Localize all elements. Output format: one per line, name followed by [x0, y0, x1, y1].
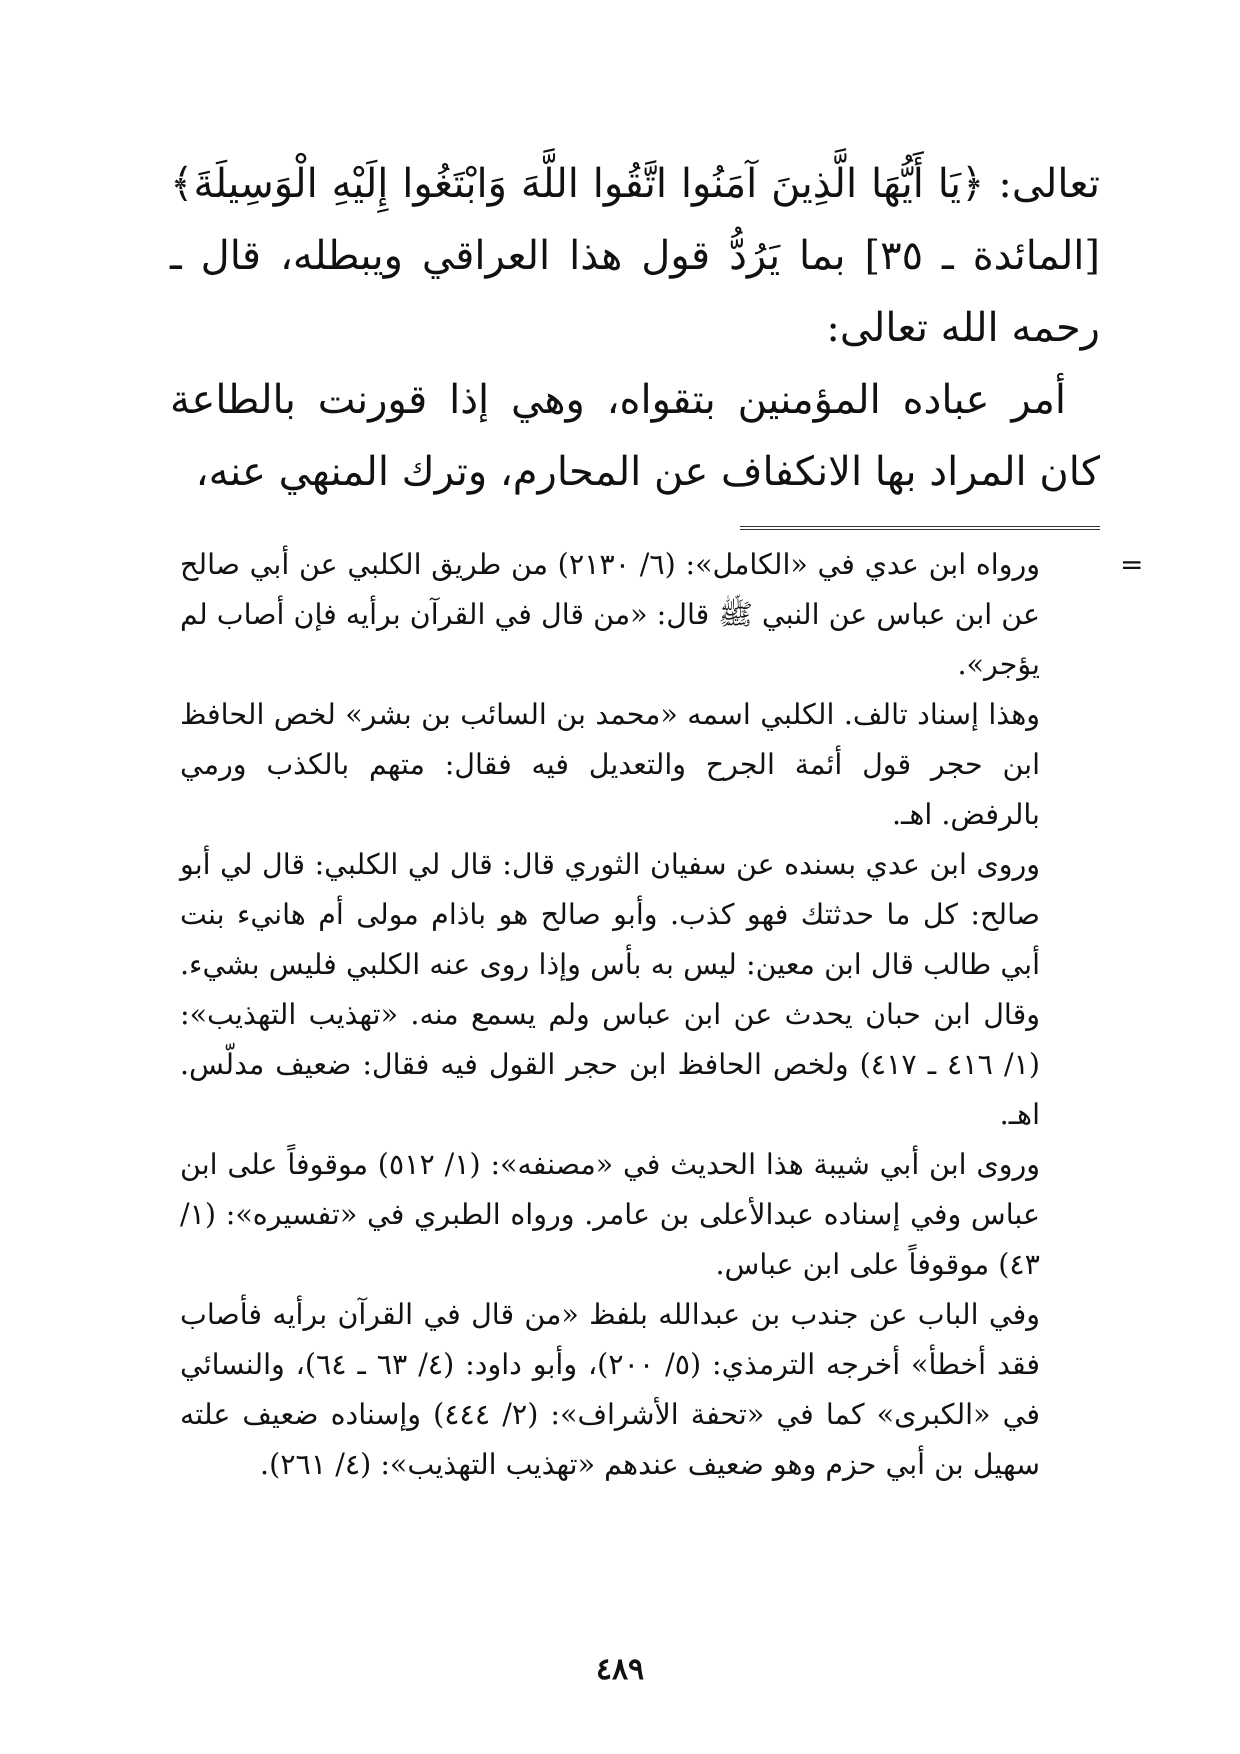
main-paragraph: أمر عباده المؤمنين بتقواه، وهي إذا قورنت بالطاعة كان المراد بها الانكفاف عن المحارم، وترك المنهي عنه، — [170, 377, 1100, 495]
footnote-paragraph: ورواه ابن عدي في «الكامل»: (٦/ ٢١٣٠) من طريق الكلبي عن أبي صالح عن ابن عباس عن النبي ﷺ قال: «من قال في القرآن برأيه فإن أصاب لم يؤجر». — [180, 548, 1040, 681]
page-number: ٤٨٩ — [595, 1652, 645, 1687]
main-text — [170, 148, 1100, 508]
footnote-paragraph: وروى ابن عدي بسنده عن سفيان الثوري قال: قال لي الكلبي: قال لي أبو صالح: كل ما حدثتك فهو كذب. وأبو صالح هو باذام مولى أم هانيء بنت أبي طالب قال ابن معين: ليس به بأس وإذا روى عنه الكلبي فليس بشيء. وقال ابن حبان يحدث عن ابن عباس ولم يسمع منه. «تهذيب التهذيب»: (١/ ٤١٦ ـ ٤١٧) ولخص الحافظ ابن حجر القول فيه فقال: ضعيف مدلّس. اهـ. — [180, 848, 1040, 1131]
main-paragraph: تعالى: ﴿يَا أَيُّهَا الَّذِينَ آمَنُوا اتَّقُوا اللَّهَ وَابْتَغُوا إِلَيْهِ الْوَسِيلَةَ﴾ [المائدة ـ ٣٥] بما يَرُدُّ قول هذا العراقي ويبطله، قال ـ رحمه الله تعالى: — [170, 161, 1100, 351]
footnote-paragraph: وروى ابن أبي شيبة هذا الحديث في «مصنفه»: (١/ ٥١٢) موقوفاً على ابن عباس وفي إسناده عبدالأعلى بن عامر. ورواه الطبري في «تفسيره»: (١/ ٤٣) موقوفاً على ابن عباس. — [180, 1148, 1040, 1281]
footnote-separator — [740, 526, 1100, 530]
footnotes — [180, 540, 1040, 1490]
footnote-paragraph: وفي الباب عن جندب بن عبدالله بلفظ «من قال في القرآن برأيه فأصاب فقد أخطأ» أخرجه الترمذي: (٥/ ٢٠٠)، وأبو داود: (٤/ ٦٣ ـ ٦٤)، والنسائي في «الكبرى» كما في «تحفة الأشراف»: (٢/ ٤٤٤) وإسناده ضعيف علته سهيل بن أبي حزم وهو ضعيف عندهم «تهذيب التهذيب»: (٤/ ٢٦١). — [180, 1298, 1040, 1481]
footnote-paragraph: وهذا إسناد تالف. الكلبي اسمه «محمد بن السائب بن بشر» لخص الحافظ ابن حجر قول أئمة الجرح والتعديل فيه فقال: متهم بالكذب ورمي بالرفض. اهـ. — [180, 698, 1040, 831]
footnote-continuation-marker: = — [1120, 548, 1144, 581]
